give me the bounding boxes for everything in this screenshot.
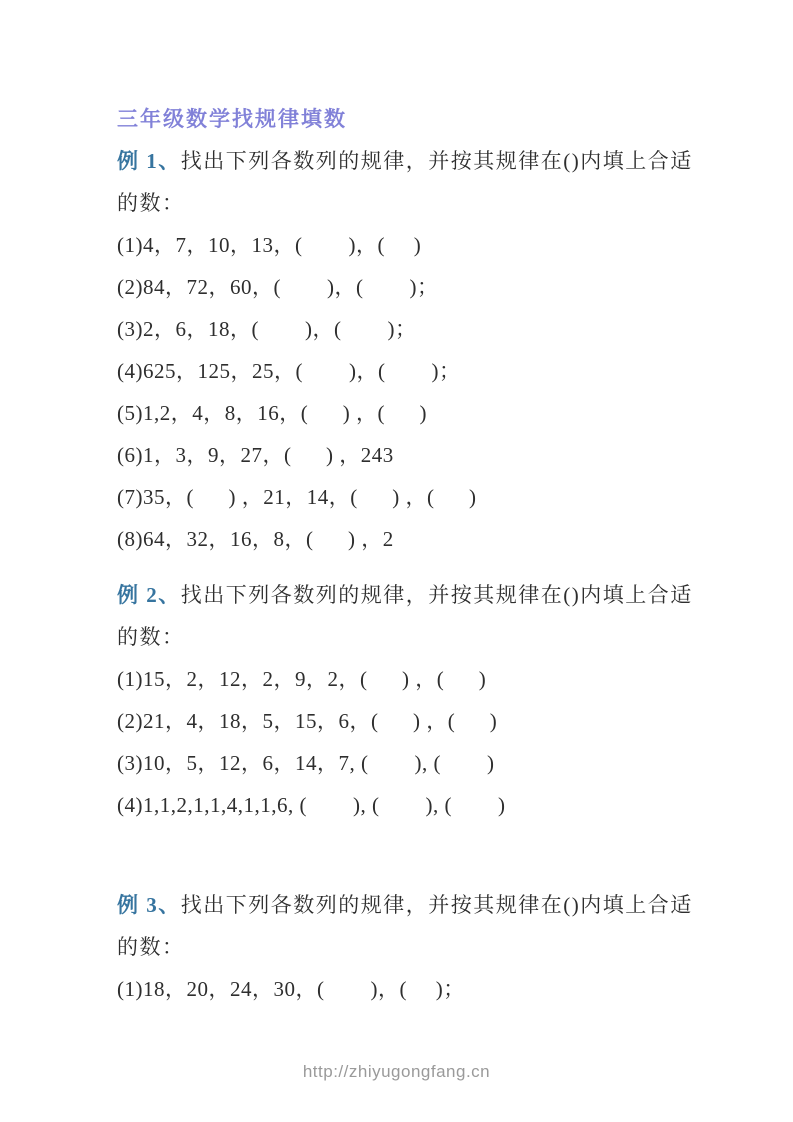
- example-2-label: 例 2、: [117, 583, 181, 607]
- example-3-label: 例 3、: [117, 893, 181, 917]
- sequence-line-1-7: (7)35，( ) ，21，14，( ) ，( ): [117, 485, 477, 509]
- example-2-heading: [117, 574, 702, 658]
- sequence-line-2-4: (4)1,1,2,1,1,4,1,1,6, ( ), ( ), ( ): [117, 793, 506, 817]
- sequence-line-3-1: (1)18，20，24，30，( )，( )；: [117, 977, 465, 1001]
- example-1-heading: [117, 140, 702, 224]
- page-title: 三年级数学找规律填数: [117, 107, 347, 131]
- example-1-label: 例 1、: [117, 149, 181, 173]
- footer-url: http://zhiyugongfang.cn: [302, 1062, 491, 1081]
- example-3-section: [117, 884, 702, 1010]
- example-3-heading: [117, 884, 702, 968]
- sequence-line-1-4: (4)625，125，25，( )，( )；: [117, 359, 461, 383]
- sequence-line-1-3: (3)2，6，18，( )，( )；: [117, 317, 417, 341]
- example-1-instruction: 找出下列各数列的规律，并按其规律在()内填上合适的数：: [117, 149, 693, 215]
- worksheet-content: [117, 98, 702, 1010]
- sequence-line-2-1: (1)15，2，12，2，9，2，( ) ，( ): [117, 667, 487, 691]
- sequence-line-2-2: (2)21，4，18，5，15，6，( ) ，( ): [117, 709, 498, 733]
- sequence-line-1-2: (2)84，72，60，( )，( )；: [117, 275, 439, 299]
- sequence-line-1-8: (8)64，32，16，8，( ) ，2: [117, 527, 394, 551]
- sequence-line-1-6: (6)1，3，9，27，( ) ，243: [117, 443, 394, 467]
- example-3-instruction: 找出下列各数列的规律，并按其规律在()内填上合适的数：: [117, 893, 693, 959]
- example-2-instruction: 找出下列各数列的规律，并按其规律在()内填上合适的数：: [117, 583, 693, 649]
- sequence-line-1-1: (1)4，7，10，13，( )，( ): [117, 233, 422, 257]
- sequence-line-1-5: (5)1,2，4，8，16，( ) ，( ): [117, 401, 427, 425]
- example-1-section: [117, 140, 702, 560]
- sequence-line-2-3: (3)10，5，12，6，14，7, ( ), ( ): [117, 751, 495, 775]
- example-2-section: [117, 574, 702, 826]
